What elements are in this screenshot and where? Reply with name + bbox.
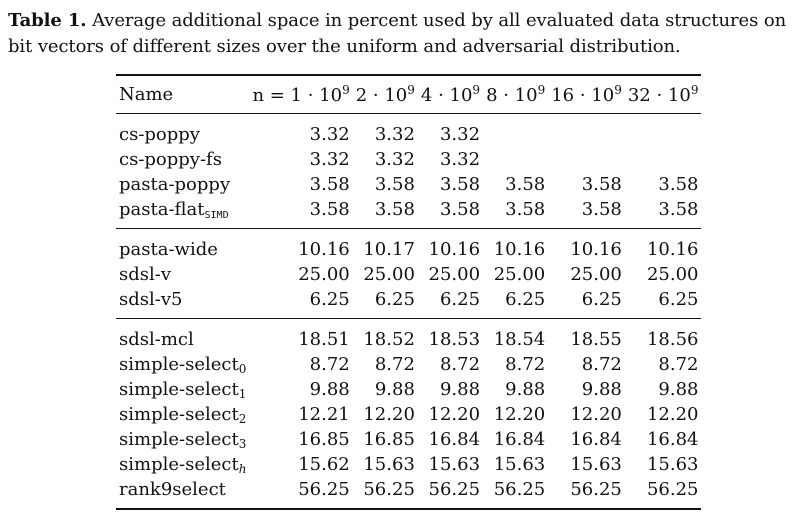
- row-name-cell: [116, 114, 249, 148]
- row-name: simple-select: [119, 403, 239, 425]
- row-name-subscript: h: [238, 461, 247, 476]
- row-name-cell: [116, 427, 249, 452]
- value-cell: 3.58: [374, 174, 415, 195]
- value-cell: 3.32: [439, 149, 481, 170]
- table-row: [116, 147, 701, 172]
- table-row: [116, 229, 701, 263]
- table-row: [116, 377, 701, 402]
- value-cell: 9.88: [505, 379, 546, 400]
- row-name-cell: [116, 352, 249, 377]
- value-cell: 9.88: [581, 379, 622, 400]
- value-cell: 3.32: [374, 124, 415, 145]
- value-cell: [548, 147, 625, 172]
- header-size-2: [353, 75, 418, 114]
- value-cell: 3.58: [374, 199, 415, 220]
- caption-label: Table 1.: [8, 10, 87, 31]
- value-cell: 15.62: [298, 454, 350, 475]
- value-cell: 56.25: [418, 477, 483, 509]
- row-name: cs-poppy-fs: [119, 149, 222, 170]
- table-header-row: [116, 75, 701, 114]
- value-cell: 12.20: [646, 404, 699, 425]
- value-cell: 3.32: [439, 124, 481, 145]
- value-cell: 15.63: [646, 454, 699, 475]
- value-cell: 10.16: [249, 229, 352, 263]
- value-cell: 3.58: [439, 174, 481, 195]
- value-cell: 25.00: [363, 264, 415, 285]
- value-cell: 10.16: [483, 229, 548, 263]
- value-cell: 3.58: [309, 174, 350, 195]
- value-cell: 9.88: [658, 379, 699, 400]
- row-name-subscript: SIMD: [204, 209, 229, 221]
- table-row: [116, 197, 701, 229]
- table-row: [116, 352, 701, 377]
- row-name-subscript: 2: [238, 411, 247, 426]
- value-cell: 16.85: [298, 429, 350, 450]
- value-cell: 12.20: [363, 404, 415, 425]
- value-cell: 9.88: [374, 379, 415, 400]
- value-cell: 8.72: [581, 354, 622, 375]
- table-row: [116, 452, 701, 477]
- header-exponent: 9: [407, 83, 415, 97]
- row-name: pasta-poppy: [119, 174, 231, 195]
- row-name-subscript: 1: [238, 386, 247, 401]
- value-cell: 18.54: [483, 319, 548, 353]
- row-name-cell: [116, 477, 249, 509]
- row-name-subscript: 3: [238, 436, 247, 451]
- value-cell: [625, 147, 702, 172]
- value-cell: 6.25: [439, 289, 481, 310]
- value-cell: 3.58: [658, 199, 699, 220]
- row-name: simple-select: [119, 378, 239, 400]
- row-name-cell: [116, 377, 249, 402]
- value-cell: 18.51: [249, 319, 352, 353]
- row-name: rank9select: [119, 479, 226, 500]
- value-cell: 6.25: [309, 289, 350, 310]
- results-table: [116, 74, 701, 510]
- header-text: 4 · 10: [420, 85, 473, 106]
- value-cell: 3.32: [374, 149, 415, 170]
- row-name: sdsl-v5: [119, 289, 183, 310]
- table-group-2: [116, 229, 701, 319]
- value-cell: 10.16: [418, 229, 483, 263]
- value-cell: 3.32: [309, 149, 350, 170]
- table-row: [116, 319, 701, 353]
- value-cell: 15.63: [493, 454, 546, 475]
- header-text: 2 · 10: [355, 85, 408, 106]
- value-cell: 18.52: [353, 319, 418, 353]
- row-name-cell: [116, 452, 249, 477]
- value-cell: 6.25: [658, 289, 699, 310]
- row-name-cell: [116, 262, 249, 287]
- value-cell: 18.55: [548, 319, 625, 353]
- table-group-1: [116, 114, 701, 229]
- value-cell: 3.58: [505, 174, 546, 195]
- row-name-subscript: 0: [238, 361, 247, 376]
- results-table-container: [116, 74, 699, 510]
- value-cell: 56.25: [625, 477, 702, 509]
- header-exponent: 9: [537, 83, 546, 97]
- row-name: simple-select: [119, 428, 239, 450]
- value-cell: 16.84: [646, 429, 699, 450]
- value-cell: 56.25: [249, 477, 352, 509]
- header-size-4: [483, 75, 548, 114]
- value-cell: 8.72: [658, 354, 699, 375]
- value-cell: 3.58: [581, 199, 622, 220]
- header-name: [116, 75, 249, 114]
- value-cell: 56.25: [353, 477, 418, 509]
- value-cell: 12.20: [570, 404, 622, 425]
- header-size-1: [249, 75, 352, 114]
- row-name: sdsl-v: [119, 264, 172, 285]
- value-cell: 3.58: [658, 174, 699, 195]
- value-cell: 12.21: [298, 404, 350, 425]
- row-name: pasta-wide: [119, 239, 218, 260]
- value-cell: 3.58: [439, 199, 481, 220]
- table-row: [116, 172, 701, 197]
- value-cell: 10.17: [353, 229, 418, 263]
- value-cell: 16.84: [493, 429, 546, 450]
- table-row: [116, 427, 701, 452]
- value-cell: 3.58: [505, 199, 546, 220]
- value-cell: 56.25: [483, 477, 548, 509]
- value-cell: 3.58: [581, 174, 622, 195]
- value-cell: 6.25: [374, 289, 415, 310]
- value-cell: 9.88: [309, 379, 350, 400]
- row-name-cell: [116, 402, 249, 427]
- row-name-cell: [116, 147, 249, 172]
- table-caption: [8, 8, 792, 60]
- value-cell: 25.00: [570, 264, 622, 285]
- value-cell: 10.16: [625, 229, 702, 263]
- header-size-5: [548, 75, 625, 114]
- caption-text: Average additional space in percent used by all evaluated data structures on bit vectors of different sizes over the uniform and adversarial distribution.: [8, 10, 787, 57]
- value-cell: 16.84: [570, 429, 622, 450]
- value-cell: 25.00: [646, 264, 699, 285]
- value-cell: 3.32: [309, 124, 350, 145]
- table-row: [116, 262, 701, 287]
- value-cell: 6.25: [505, 289, 546, 310]
- table-row: [116, 402, 701, 427]
- value-cell: 16.85: [363, 429, 415, 450]
- value-cell: 12.20: [428, 404, 481, 425]
- value-cell: [483, 147, 548, 172]
- value-cell: 25.00: [428, 264, 481, 285]
- value-cell: 8.72: [439, 354, 481, 375]
- row-name: cs-poppy: [119, 124, 200, 145]
- header-size-6: [625, 75, 702, 114]
- header-text: 16 · 10: [551, 85, 615, 106]
- table-row: [116, 477, 701, 509]
- header-text: 32 · 10: [627, 85, 691, 106]
- value-cell: [483, 114, 548, 148]
- value-cell: 15.63: [428, 454, 481, 475]
- value-cell: 6.25: [581, 289, 622, 310]
- row-name: pasta-flat: [119, 198, 205, 220]
- value-cell: 9.88: [439, 379, 481, 400]
- row-name: simple-select: [119, 353, 239, 375]
- row-name-cell: [116, 197, 249, 229]
- value-cell: 15.63: [570, 454, 622, 475]
- value-cell: 8.72: [374, 354, 415, 375]
- value-cell: 10.16: [548, 229, 625, 263]
- header-exponent: 9: [690, 83, 699, 97]
- value-cell: 16.84: [428, 429, 481, 450]
- header-size-3: [418, 75, 483, 114]
- header-exponent: 9: [472, 83, 481, 97]
- value-cell: 18.56: [625, 319, 702, 353]
- value-cell: 12.20: [493, 404, 546, 425]
- value-cell: [625, 114, 702, 148]
- header-exponent: 9: [614, 83, 622, 97]
- value-cell: [548, 114, 625, 148]
- table-row: [116, 287, 701, 319]
- value-cell: 25.00: [298, 264, 350, 285]
- table-row: [116, 114, 701, 148]
- header-exponent: 9: [342, 83, 350, 97]
- value-cell: 56.25: [548, 477, 625, 509]
- row-name-cell: [116, 172, 249, 197]
- value-cell: 18.53: [418, 319, 483, 353]
- header-text: Name: [119, 84, 174, 105]
- value-cell: 25.00: [493, 264, 546, 285]
- table-group-3: [116, 319, 701, 510]
- header-text: 8 · 10: [486, 85, 538, 106]
- row-name-cell: [116, 229, 249, 263]
- row-name: sdsl-mcl: [119, 329, 194, 350]
- row-name-cell: [116, 287, 249, 319]
- value-cell: 3.58: [309, 199, 350, 220]
- value-cell: 8.72: [505, 354, 546, 375]
- header-text: n = 1 · 10: [252, 85, 343, 106]
- value-cell: 15.63: [363, 454, 415, 475]
- row-name: simple-select: [119, 453, 239, 475]
- value-cell: 8.72: [309, 354, 350, 375]
- row-name-cell: [116, 319, 249, 353]
